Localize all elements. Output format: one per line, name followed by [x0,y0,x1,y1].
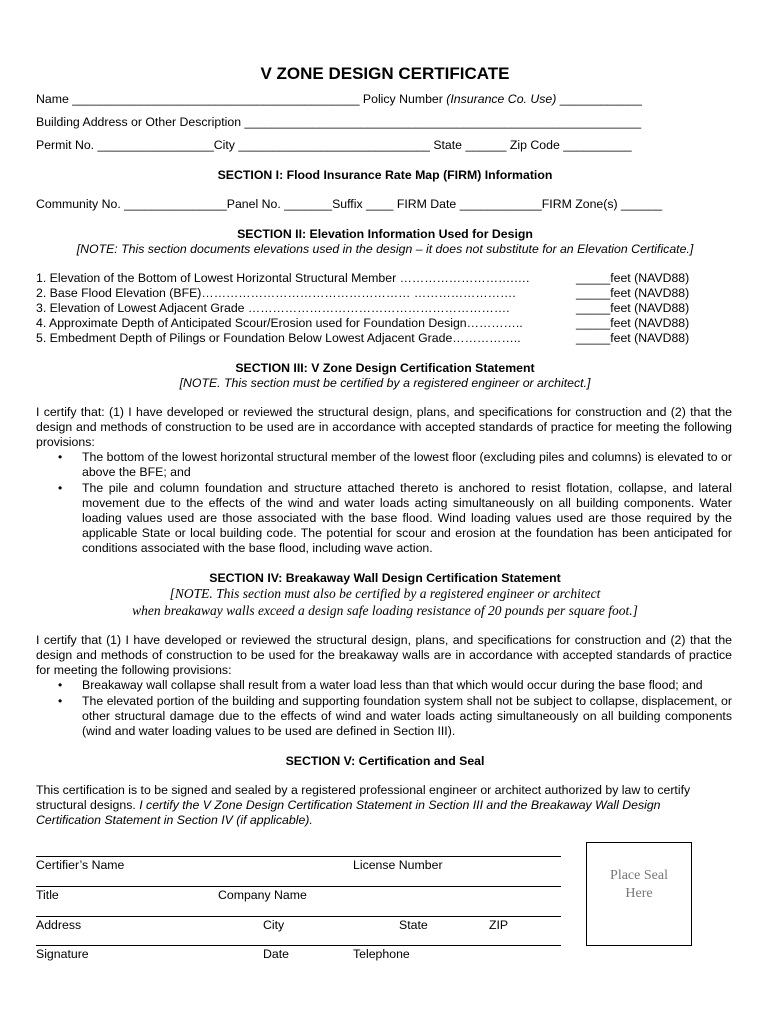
section2-heading: SECTION II: Elevation Information Used for Design [237,227,533,241]
suffix-field[interactable]: ____ [366,197,394,211]
section4-note-line2: when breakaway walls exceed a design safe loading resistance of 20 pounds per square foot.] [132,603,638,618]
state-label: State [433,138,463,152]
seal-text-line2: Here [625,886,653,901]
seal-text-line1: Place Seal [610,868,668,883]
bullet-icon: • [58,481,63,495]
address-line[interactable] [36,916,561,917]
panel-label: Panel No. [226,197,281,211]
section4-intro: I certify that (1) I have developed or reviewed the structural design, plans, and specifications for construction and (2) that the design and methods of construction to be used for the breakaway walls are in accordance with accepted standards of practice for meeting the following provisions: [36,633,732,677]
cert-state-label: State [399,918,428,932]
cert-city-label: City [263,918,285,932]
address-field[interactable]: __________________________________________________________ [244,115,642,129]
zip-field[interactable]: __________ [563,138,632,152]
community-field[interactable]: _______________ [124,197,227,211]
section4-note-line1: [NOTE. This section must also be certified by a registered engineer or architect [169,586,601,601]
section3-bullet-1: The bottom of the lowest horizontal structural member of the lowest floor (excluding piles and columns) is elevated to or above the BFE; and [82,450,732,479]
section3-note: [NOTE. This section must be certified by a registered engineer or architect.] [179,376,591,390]
section5-text-italic: I certify the V Zone Design Certification Statement in Section III and the Breakaway Wall Design Certification Statement in Section IV (if applicable). [36,798,661,827]
telephone-label: Telephone [353,947,410,961]
section4-bullet-2: The elevated portion of the building and supporting foundation system shall not be subject to collapse, displacement, or other structural damage due to the effects of wind and water loads acting simultaneously on all building components (wind and water loading values to be used are defined in Section III). [82,694,732,738]
license-label: License Number [353,858,443,872]
elevation-field-5[interactable]: _____feet (NAVD88) [576,331,690,345]
elevation-item-3: 3. Elevation of Lowest Adjacent Grade ………………………………………………………. _____feet (NAVD88) [36,301,690,315]
city-label: City [213,138,235,152]
elevation-item-1: 1. Elevation of the Bottom of Lowest Horizontal Structural Member ……………………….…. _____feet (NAVD88) [36,271,690,285]
bullet-icon: • [58,450,63,464]
seal-box[interactable] [586,842,692,946]
permit-row [36,138,632,152]
signature-line[interactable] [36,945,561,946]
cert-address-label: Address [36,918,82,932]
elevation-field-3[interactable]: _____feet (NAVD88) [576,301,690,315]
elevation-field-4[interactable]: _____feet (NAVD88) [576,316,690,330]
policy-label: Policy Number [362,92,443,106]
address-label: Building Address or Other Description [36,115,242,129]
certifier-line[interactable] [36,856,561,857]
title-label: Title [36,888,59,902]
company-label: Company Name [218,888,307,902]
section5-heading: SECTION V: Certification and Seal [285,754,485,768]
city-field[interactable]: ____________________________ [238,138,430,152]
firm-zone-label: FIRM Zone(s) [541,197,618,211]
name-row [36,92,642,106]
signature-label: Signature [36,947,89,961]
name-field[interactable]: __________________________________________ [72,92,360,106]
panel-field[interactable]: _______ [284,197,333,211]
section4-heading: SECTION IV: Breakaway Wall Design Certification Statement [209,571,561,585]
title-line[interactable] [36,886,561,887]
address-row [36,115,641,129]
elevation-field-1[interactable]: _____feet (NAVD88) [576,271,690,285]
permit-label: Permit No. [36,138,95,152]
section3-bullet-2: The pile and column foundation and structure attached thereto is anchored to resist flotation, collapse, and lateral movement due to the effects of the wind and water loads acting simultaneously on all building components. Water loading values used are those associated with the base flood. Wind loading values used are those required by the applicable State or local building code. The potential for scour and erosion at the foundation has been anticipated for conditions associated with the base flood, including wave action. [82,481,732,555]
certifier-label: Certifier’s Name [36,858,125,872]
bullet-icon: • [58,694,63,708]
firm-date-field[interactable]: ____________ [459,197,542,211]
section4-bullet-1: Breakaway wall collapse shall result from a water load less than that which would occur during the base flood; and [82,678,703,692]
section2-note: [NOTE: This section documents elevations used in the design – it does not substitute for an Elevation Certificate.] [76,242,694,256]
elevation-item-5: 5. Embedment Depth of Pilings or Foundation Below Lowest Adjacent Grade…………….. _____feet (NAVD88) [36,331,690,345]
section3-heading: SECTION III: V Zone Design Certification Statement [235,361,535,375]
policy-note: (Insurance Co. Use) [446,92,557,106]
section5-text-normal: This certification is to be signed and sealed by a registered professional engineer or architect authorized by law to certify structural designs. [36,783,691,812]
firm-row [36,197,662,211]
date-label: Date [263,947,289,961]
policy-field[interactable]: ____________ [559,92,642,106]
section1-heading: SECTION I: Flood Insurance Rate Map (FIRM) Information [217,168,553,182]
firm-zone-field[interactable]: ______ [621,197,663,211]
bullet-icon: • [58,678,63,692]
suffix-label: Suffix [332,197,363,211]
elevation-field-2[interactable]: _____feet (NAVD88) [576,286,690,300]
section3-intro: I certify that: (1) I have developed or reviewed the structural design, plans, and specifications for construction and (2) that the design and methods of construction to be used are in accordance with accepted standards of practice for meeting the following provisions: [36,405,732,449]
section5-text [36,783,726,828]
elevation-item-4: 4. Approximate Depth of Anticipated Scour/Erosion used for Foundation Design………….. _____feet (NAVD88) [36,316,690,330]
firm-date-label: FIRM Date [396,197,457,211]
community-label: Community No. [36,197,121,211]
page-title: V ZONE DESIGN CERTIFICATE [260,64,510,83]
cert-zip-label: ZIP [489,918,509,932]
state-field[interactable]: ______ [465,138,507,152]
elevation-item-2: 2. Base Flood Elevation (BFE)…………………………………………… ……………………. _____feet (NAVD88) [36,286,690,300]
zip-label: Zip Code [509,138,560,152]
name-label: Name [36,92,69,106]
permit-field[interactable]: _________________ [97,138,214,152]
